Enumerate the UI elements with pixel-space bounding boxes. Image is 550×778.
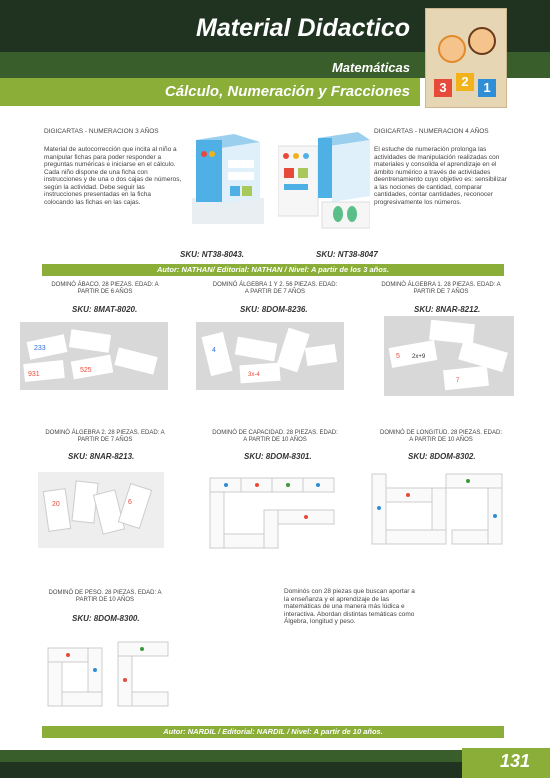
page-title: Material Didactico — [196, 14, 410, 42]
domino-longitud-image — [368, 468, 508, 550]
product-title-right: DIGICARTAS - NUMERACION 4 AÑOS — [374, 128, 489, 135]
domino-algebra-1-2-caption: DOMINÓ ÁLGEBRA 1 Y 2. 56 PIEZAS. EDAD: A PARTIR DE 7 AÑOS — [212, 282, 338, 295]
cube-3: 3 — [434, 79, 452, 97]
svg-text:931: 931 — [28, 371, 40, 378]
product-description-left: Material de autocorrección que incita al niño a manipular fichas para poder responder a preguntas numéricas e iniciarse en el cálculo. Cada niño dispone de una ficha con instrucciones y de una o dos cajas de números, según la actividad. Debe seguir las instrucciones presentadas en la ficha colocando las fichas en las cajas. — [44, 146, 182, 206]
kid-head-icon — [468, 27, 496, 55]
domino-algebra-2-caption: DOMINÓ ÁLGEBRA 2. 28 PIEZAS. EDAD: A PARTIR DE 7 AÑOS — [45, 430, 165, 443]
domino-capacidad-caption: DOMINÓ DE CAPACIDAD. 28 PIEZAS. EDAD: A PARTIR DE 10 AÑOS — [212, 430, 338, 443]
domino-peso-image — [38, 634, 178, 714]
sku-nt38-8043: SKU: NT38-8043. — [180, 250, 245, 259]
kid-head-icon — [438, 35, 466, 63]
sku-8dom-8302: SKU: 8DOM-8302. — [408, 452, 476, 461]
sku-8dom-8236: SKU: 8DOM-8236. — [240, 305, 308, 314]
svg-text:2x+9: 2x+9 — [412, 354, 426, 360]
page-subtitle: Matemáticas — [331, 60, 410, 75]
svg-text:5: 5 — [396, 353, 400, 360]
domino-capacidad-image — [202, 470, 342, 556]
page-number-tab — [462, 748, 550, 778]
svg-text:3x-4: 3x-4 — [248, 372, 260, 378]
page-number: 131 — [499, 751, 530, 771]
svg-text:7: 7 — [456, 378, 460, 384]
product-description-right: El estuche de numeración prolonga las actividades de manipulación realizadas con materiales y consolida el aprendizaje en el ámbito numérico a través de actividades deentrenamiento cuyo objetivo es: sensibilizar a las nociones de cantidad, comparar cantidades, contar cantidades, reconocer progresivamente los números. — [374, 146, 507, 206]
svg-text:233: 233 — [34, 345, 46, 352]
svg-text:4: 4 — [212, 347, 216, 354]
domino-algebra-2-image — [38, 472, 164, 548]
domino-algebra-1-caption: DOMINÓ ÁLGEBRA 1. 28 PIEZAS. EDAD: A PARTIR DE 7 AÑOS — [381, 282, 501, 295]
category-title: Cálculo, Numeración y Fracciones — [164, 83, 410, 100]
sku-nt38-8047: SKU: NT38-8047 — [316, 250, 378, 259]
digicartas-4-box-image — [278, 128, 370, 230]
sku-8nar-8213: SKU: 8NAR-8213. — [68, 452, 135, 461]
domino-peso-caption: DOMINÓ DE PESO. 28 PIEZAS. EDAD: A PARTIR DE 10 AÑOS — [48, 590, 162, 603]
sku-8dom-8300: SKU: 8DOM-8300. — [72, 614, 140, 623]
svg-text:525: 525 — [80, 367, 92, 374]
svg-text:6: 6 — [128, 499, 132, 506]
domino-description: Dominós con 28 piezas que buscan aportar a la enseñanza y el aprendizaje de las matemáticas de una manera más lúdica e interactiva. Abordan distintas temáticas como Álgebra, longitud y peso. — [284, 588, 415, 625]
kids-cubes-logo — [425, 8, 507, 108]
sku-8mat-8020: SKU: 8MAT-8020. — [72, 305, 138, 314]
digicartas-3-box-image — [190, 128, 270, 230]
nardil-info-band: Autor: NARDIL / Editorial: NARDIL / Nivel: A partir de 10 años. — [42, 726, 504, 738]
cube-1: 1 — [478, 79, 496, 97]
domino-algebra-1-2-image — [196, 322, 344, 390]
domino-abaco-caption: DOMINÓ ÁBACO. 28 PIEZAS. EDAD: A PARTIR DE 6 AÑOS — [51, 282, 159, 295]
nathan-info-band: Autor: NATHAN/ Editorial: NATHAN / Nivel: A partir de los 3 años. — [42, 264, 504, 276]
sku-8dom-8301: SKU: 8DOM-8301. — [244, 452, 312, 461]
product-title-left: DIGICARTAS - NUMERACION 3 AÑOS — [44, 128, 159, 135]
domino-longitud-caption: DOMINÓ DE LONGITUD. 28 PIEZAS. EDAD: A PARTIR DE 10 AÑOS — [379, 430, 503, 443]
domino-abaco-image — [20, 322, 168, 390]
svg-text:20: 20 — [52, 501, 60, 508]
cube-2: 2 — [456, 73, 474, 91]
sku-8nar-8212: SKU: 8NAR-8212. — [414, 305, 481, 314]
domino-algebra-1-image — [384, 316, 514, 396]
